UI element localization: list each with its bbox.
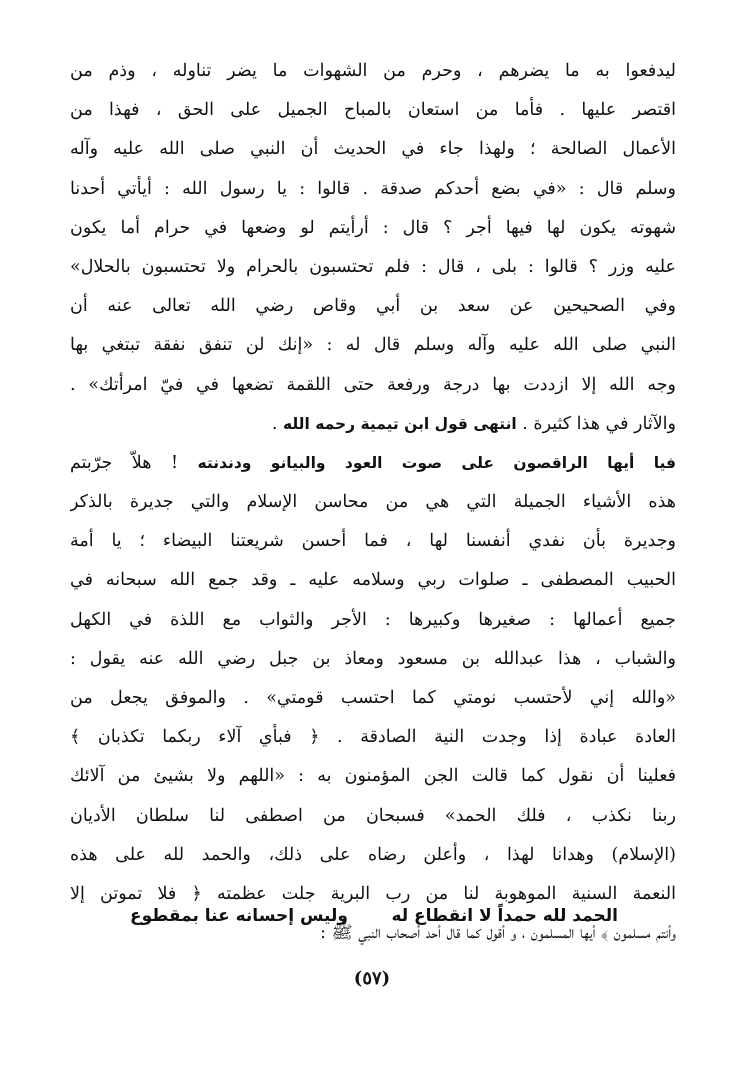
body-text [70,52,676,953]
citation-end-note: انتهى قول ابن تيمية رحمه الله [282,414,517,433]
text-line: «والله إني لأحتسب نومتي كما احتسب قومتي» . والموفق يجعل من [70,688,676,708]
text-line: وجه الله إلا ازددت بها درجة ورفعة حتى اللقمة تضعها في فيّ امرأتك» . [70,374,676,395]
text-line: الحبيب المصطفى ـ صلوات ربي وسلامه عليه ـ وقد جمع الله سبحانه في [70,570,676,591]
text-line: ربنا نكذب ، فلك الحمد» فسبحان من اصطفى لنا سلطان الأديان [70,805,676,826]
text-line: النعمة السنية الموهوبة لنا من رب البرية جلت عظمته ﴿ فلا تموتن إلا [70,883,676,904]
text-line: فعلينا أن نقول كما قالت الجن المؤمنون به : «اللهم ولا بشيئ من آلائك [70,766,676,787]
text-line: اقتصر عليها . فأما من استعان بالمباح الجميل على الحق ، فهذا من [70,100,676,121]
text-line: والشباب ، هذا عبدالله بن مسعود ومعاذ بن جبل رضي الله عنه يقول : [70,648,676,669]
line-text: ! هلاّ جرّبتم [70,452,198,473]
text-line: عليه وزر ؟ قالوا : بلى ، قال : فلم تحتسبون بالحرام ولا تحتسبون بالحلال» [70,256,676,277]
poem-first-hemistich: الحمد لله حمداً لا انقطاع له [391,906,618,926]
text-line: وفي الصحيحين عن سعد بن أبي وقاص رضي الله تعالى عنه أن [70,296,676,317]
text-line: (الإسلام) وهدانا لهذا ، وأعلن رضاه على ذلك، والحمد لله على هذه [70,844,676,865]
poem-second-hemistich: وليس إحسانه عنا بمقطوع [130,906,348,926]
text-line: وأنتم مسلمون ﴾ أيها المسلمون ، و أقول كما قال أحد أصحاب النبي ﷺ : [320,923,676,944]
address-heading: فيا أيها الراقصون على صوت العود والبيانو ودندنته [197,453,676,472]
text-line: شهوته يكون لها فيها أجر ؟ قال : أرأيتم لو وضعها في حرام أما يكون [70,217,676,238]
text-line-with-heading [70,444,676,483]
text-line-with-citation [70,405,676,444]
text-line: العادة عبادة إذا وجدت النية الصادقة . ﴿ فبأي آلاء ربكما تكذبان ﴾ [70,727,676,748]
text-line: وجديرة بأن نفدي أنفسنا لها ، فما أحسن شريعتنا البيضاء ؛ يا أمة [70,531,676,552]
text-line: الأعمال الصالحة ؛ ولهذا جاء في الحديث أن النبي صلى الله عليه وآله [70,139,676,160]
text-line: النبي صلى الله عليه وآله وسلم قال له : «إنك لن تنفق نفقة تبتغي بها [70,335,676,356]
text-line: هذه الأشياء الجميلة التي هي من محاسن الإسلام والتي جديرة بالذكر [70,492,676,513]
page-number: (٥٧) [353,968,391,989]
text-line: ليدفعوا به ما يضرهم ، وحرم من الشهوات ما يضر تناوله ، وذم من [70,61,676,81]
line-text: . [271,413,283,434]
line-text: والآثار في هذا كثيرة . [516,413,676,434]
text-line: جميع أعمالها : صغيرها وكبيرها : الأجر والثواب مع اللذة في الكهل [70,609,676,630]
poem-verse [130,898,618,934]
text-line: وسلم قال : «في بضع أحدكم صدقة . قالوا : يا رسول الله : أيأتي أحدنا [70,178,676,199]
